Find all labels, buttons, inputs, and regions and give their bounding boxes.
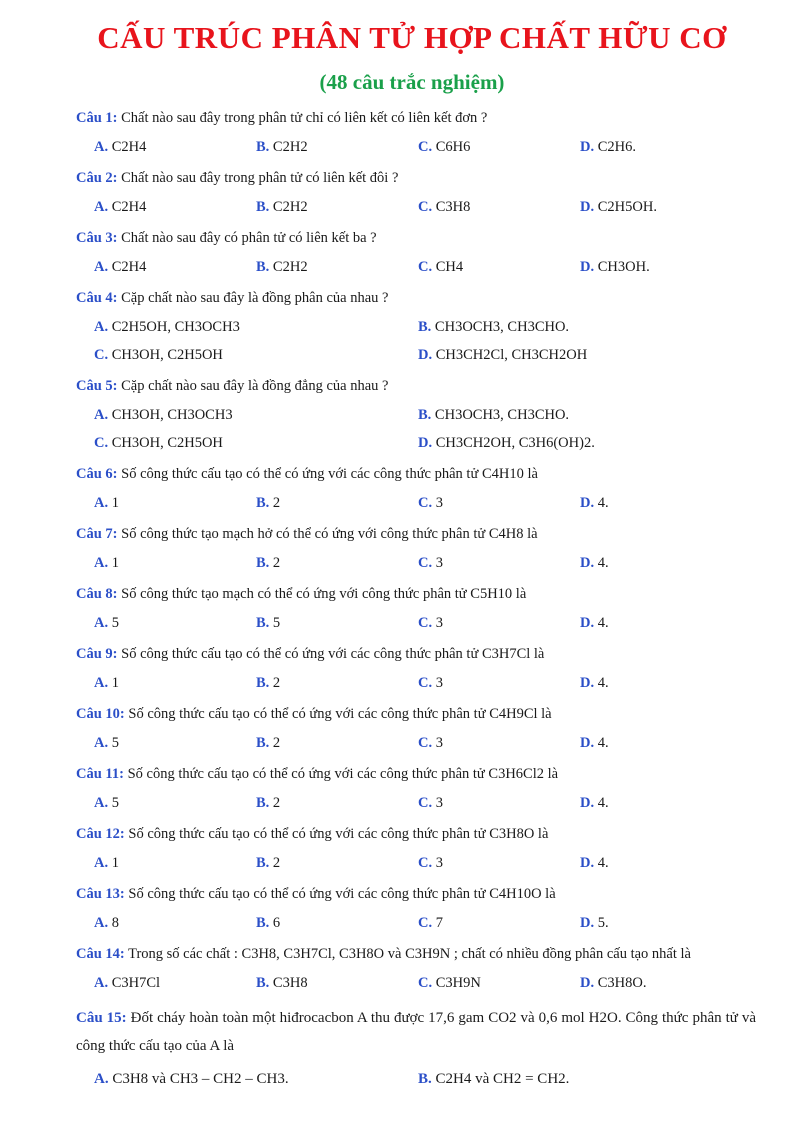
option-text: CH3CH2OH, C3H6(OH)2. <box>432 435 595 451</box>
option-letter: B. <box>256 495 270 511</box>
option-letter: A. <box>94 199 109 215</box>
answer-option-a[interactable] <box>94 853 256 873</box>
answer-option-b[interactable] <box>256 257 418 277</box>
answer-option-c[interactable] <box>94 345 418 365</box>
question-stem <box>76 584 756 604</box>
question-number: Câu 15: <box>76 1010 127 1026</box>
option-letter: D. <box>580 555 595 571</box>
question-number: Câu 2: <box>76 170 118 186</box>
option-text: CH3OCH3, CH3CHO. <box>431 319 570 335</box>
answer-option-a[interactable] <box>94 613 256 633</box>
option-letter: B. <box>418 319 432 335</box>
option-letter: A. <box>94 1071 109 1087</box>
answer-option-c[interactable] <box>418 553 580 573</box>
option-text: 4. <box>594 495 609 511</box>
option-text: C3H8 <box>269 975 308 991</box>
option-text: 5 <box>108 735 119 751</box>
question-stem <box>76 524 756 544</box>
answer-option-a[interactable] <box>94 317 418 337</box>
answer-option-b[interactable] <box>256 553 418 573</box>
option-text: C2H4 và CH2 = CH2. <box>431 1071 570 1087</box>
option-letter: D. <box>418 347 433 363</box>
question-9 <box>76 644 756 693</box>
question-stem <box>76 644 756 664</box>
answer-option-d[interactable] <box>580 553 740 573</box>
answer-option-b[interactable] <box>418 405 738 425</box>
option-text: 3 <box>432 495 443 511</box>
question-stem <box>76 168 756 188</box>
option-letter: C. <box>94 435 109 451</box>
option-text: 5 <box>269 615 281 631</box>
answer-options <box>94 913 756 933</box>
option-text: C6H6 <box>432 139 471 155</box>
answer-option-a[interactable] <box>94 973 256 993</box>
option-text: 5. <box>594 915 609 931</box>
option-letter: D. <box>580 855 595 871</box>
page-subtitle: (48 câu trắc nghiệm) <box>319 70 505 94</box>
answer-option-c[interactable] <box>418 137 580 157</box>
answer-option-a[interactable] <box>94 493 256 513</box>
option-text: 1 <box>108 855 119 871</box>
question-5 <box>76 376 756 453</box>
question-text: Cặp chất nào sau đây là đồng phân của nhau ? <box>117 290 389 306</box>
option-text: 4. <box>594 555 609 571</box>
option-letter: D. <box>580 915 595 931</box>
question-text: Cặp chất nào sau đây là đồng đẳng của nhau ? <box>117 378 389 394</box>
answer-option-c[interactable] <box>418 673 580 693</box>
option-letter: A. <box>94 975 109 991</box>
option-text: C3H8 <box>432 199 471 215</box>
option-letter: D. <box>580 199 595 215</box>
answer-option-d[interactable] <box>580 613 740 633</box>
answer-options <box>94 317 756 365</box>
answer-option-c[interactable] <box>418 913 580 933</box>
option-letter: C. <box>418 855 433 871</box>
option-letter: D. <box>418 435 433 451</box>
option-letter: A. <box>94 407 109 423</box>
question-6 <box>76 464 756 513</box>
question-text: Số công thức cấu tạo có thể có ứng với các công thức phân tử C3H8O là <box>124 826 549 842</box>
option-letter: B. <box>256 259 270 275</box>
answer-option-d[interactable] <box>580 257 740 277</box>
option-letter: A. <box>94 855 109 871</box>
option-letter: B. <box>256 795 270 811</box>
option-text: 3 <box>432 855 443 871</box>
option-text: 4. <box>594 735 609 751</box>
option-text: C2H2 <box>269 199 308 215</box>
question-12 <box>76 824 756 873</box>
answer-option-d[interactable] <box>580 793 740 813</box>
answer-options <box>94 793 756 813</box>
answer-options <box>94 257 756 277</box>
option-text: 3 <box>432 555 443 571</box>
option-letter: C. <box>418 199 433 215</box>
option-text: 2 <box>269 795 281 811</box>
question-number: Câu 3: <box>76 230 118 246</box>
option-text: 2 <box>269 675 281 691</box>
question-number: Câu 14: <box>76 946 125 962</box>
option-text: CH3OCH3, CH3CHO. <box>431 407 570 423</box>
answer-options <box>94 613 756 633</box>
option-text: C2H4 <box>108 199 147 215</box>
option-letter: A. <box>94 555 109 571</box>
option-text: CH3OH, CH3OCH3 <box>108 407 233 423</box>
option-text: C3H9N <box>432 975 481 991</box>
answer-option-b[interactable] <box>256 853 418 873</box>
question-text: Số công thức cấu tạo có thể có ứng với các công thức phân tử C3H6Cl2 là <box>123 766 559 782</box>
option-letter: D. <box>580 795 595 811</box>
option-text: C2H4 <box>108 139 147 155</box>
option-letter: A. <box>94 259 109 275</box>
option-letter: C. <box>418 675 433 691</box>
option-letter: B. <box>256 735 270 751</box>
option-text: C2H6. <box>594 139 637 155</box>
option-letter: A. <box>94 675 109 691</box>
question-7 <box>76 524 756 573</box>
option-text: 2 <box>269 495 281 511</box>
option-letter: C. <box>418 615 433 631</box>
option-text: 7 <box>432 915 443 931</box>
answer-option-b[interactable] <box>256 613 418 633</box>
option-text: CH4 <box>432 259 464 275</box>
option-letter: A. <box>94 615 109 631</box>
option-letter: B. <box>256 915 270 931</box>
question-text: Chất nào sau đây trong phân tử có liên kết đôi ? <box>117 170 399 186</box>
option-letter: B. <box>256 139 270 155</box>
answer-option-c[interactable] <box>94 433 418 453</box>
option-text: 2 <box>269 555 281 571</box>
question-text: Số công thức tạo mạch có thể có ứng với công thức phân tử C5H10 là <box>117 586 527 602</box>
question-number: Câu 11: <box>76 766 124 782</box>
option-letter: C. <box>418 975 433 991</box>
answer-option-d[interactable] <box>580 673 740 693</box>
question-stem <box>76 884 756 904</box>
question-14 <box>76 944 756 993</box>
option-text: C3H8O. <box>594 975 647 991</box>
answer-option-c[interactable] <box>418 257 580 277</box>
option-letter: C. <box>94 347 109 363</box>
answer-option-b[interactable] <box>256 793 418 813</box>
answer-option-c[interactable] <box>418 853 580 873</box>
question-11 <box>76 764 756 813</box>
page-title: CẤU TRÚC PHÂN TỬ HỢP CHẤT HỮU CƠ <box>97 20 727 55</box>
question-list <box>76 108 756 1089</box>
option-letter: D. <box>580 139 595 155</box>
option-text: CH3OH, C2H5OH <box>108 347 223 363</box>
option-letter: D. <box>580 615 595 631</box>
option-text: C2H2 <box>269 139 308 155</box>
option-text: C2H4 <box>108 259 147 275</box>
question-3 <box>76 228 756 277</box>
question-text: Số công thức tạo mạch hở có thể có ứng với công thức phân tử C4H8 là <box>117 526 538 542</box>
option-text: C3H8 và CH3 – CH2 – CH3. <box>108 1071 289 1087</box>
answer-option-b[interactable] <box>256 973 418 993</box>
question-stem <box>76 108 756 128</box>
option-letter: C. <box>418 139 433 155</box>
option-text: 5 <box>108 795 119 811</box>
option-letter: A. <box>94 795 109 811</box>
question-text: Số công thức cấu tạo có thể có ứng với các công thức phân tử C4H9Cl là <box>124 706 552 722</box>
answer-option-b[interactable] <box>256 673 418 693</box>
option-letter: B. <box>256 975 270 991</box>
answer-option-a[interactable] <box>94 733 256 753</box>
question-number: Câu 8: <box>76 586 118 602</box>
option-text: CH3CH2Cl, CH3CH2OH <box>432 347 588 363</box>
answer-option-b[interactable] <box>256 913 418 933</box>
answer-option-b[interactable] <box>256 493 418 513</box>
question-text: Số công thức cấu tạo có thể có ứng với các công thức phân tử C4H10 là <box>117 466 538 482</box>
answer-option-d[interactable] <box>580 137 740 157</box>
answer-option-d[interactable] <box>580 973 740 993</box>
answer-options <box>94 405 756 453</box>
answer-option-a[interactable] <box>94 137 256 157</box>
answer-option-d[interactable] <box>580 197 740 217</box>
question-number: Câu 9: <box>76 646 118 662</box>
question-8 <box>76 584 756 633</box>
option-text: 3 <box>432 735 443 751</box>
answer-option-a[interactable] <box>94 1069 418 1089</box>
option-text: 4. <box>594 855 609 871</box>
option-text: C2H5OH. <box>594 199 657 215</box>
question-stem <box>76 376 756 396</box>
option-letter: C. <box>418 495 433 511</box>
option-text: C2H2 <box>269 259 308 275</box>
option-letter: A. <box>94 495 109 511</box>
question-number: Câu 12: <box>76 826 125 842</box>
option-text: 4. <box>594 615 609 631</box>
option-letter: D. <box>580 735 595 751</box>
answer-options <box>94 673 756 693</box>
answer-options <box>94 1069 756 1089</box>
option-text: 8 <box>108 915 119 931</box>
option-text: 4. <box>594 675 609 691</box>
answer-option-c[interactable] <box>418 733 580 753</box>
option-letter: B. <box>256 199 270 215</box>
option-letter: B. <box>418 407 432 423</box>
option-letter: B. <box>256 855 270 871</box>
answer-option-d[interactable] <box>580 853 740 873</box>
question-stem <box>76 1004 756 1060</box>
option-letter: B. <box>418 1071 432 1087</box>
answer-options <box>94 197 756 217</box>
question-2 <box>76 168 756 217</box>
answer-option-a[interactable] <box>94 553 256 573</box>
answer-options <box>94 553 756 573</box>
question-stem <box>76 764 756 784</box>
option-text: C2H5OH, CH3OCH3 <box>108 319 240 335</box>
question-number: Câu 4: <box>76 290 118 306</box>
option-letter: D. <box>580 495 595 511</box>
answer-option-d[interactable] <box>418 345 738 365</box>
answer-option-c[interactable] <box>418 197 580 217</box>
answer-option-a[interactable] <box>94 405 418 425</box>
question-1 <box>76 108 756 157</box>
question-15 <box>76 1004 756 1089</box>
answer-option-c[interactable] <box>418 493 580 513</box>
option-text: 1 <box>108 675 119 691</box>
answer-option-d[interactable] <box>580 493 740 513</box>
option-letter: A. <box>94 139 109 155</box>
answer-options <box>94 733 756 753</box>
answer-option-a[interactable] <box>94 197 256 217</box>
answer-option-d[interactable] <box>580 733 740 753</box>
question-number: Câu 10: <box>76 706 125 722</box>
question-number: Câu 7: <box>76 526 118 542</box>
question-13 <box>76 884 756 933</box>
question-4 <box>76 288 756 365</box>
option-letter: B. <box>256 675 270 691</box>
answer-option-b[interactable] <box>256 137 418 157</box>
option-text: 4. <box>594 795 609 811</box>
question-text: Chất nào sau đây trong phân tử chỉ có liên kết có liên kết đơn ? <box>117 110 488 126</box>
answer-option-a[interactable] <box>94 793 256 813</box>
option-letter: C. <box>418 915 433 931</box>
option-text: 2 <box>269 735 281 751</box>
option-text: CH3OH, C2H5OH <box>108 435 223 451</box>
option-text: 3 <box>432 675 443 691</box>
question-number: Câu 13: <box>76 886 125 902</box>
option-text: 5 <box>108 615 119 631</box>
option-letter: B. <box>256 615 270 631</box>
question-text: Số công thức cấu tạo có thể có ứng với các công thức phân tử C4H10O là <box>124 886 556 902</box>
answer-option-d[interactable] <box>418 433 738 453</box>
option-letter: C. <box>418 259 433 275</box>
question-stem <box>76 464 756 484</box>
option-letter: C. <box>418 555 433 571</box>
question-stem <box>76 288 756 308</box>
option-letter: D. <box>580 675 595 691</box>
question-10 <box>76 704 756 753</box>
option-letter: A. <box>94 915 109 931</box>
answer-option-c[interactable] <box>418 793 580 813</box>
question-stem <box>76 944 756 964</box>
option-text: CH3OH. <box>594 259 650 275</box>
option-letter: D. <box>580 975 595 991</box>
answer-option-d[interactable] <box>580 913 740 933</box>
question-number: Câu 1: <box>76 110 118 126</box>
option-letter: A. <box>94 735 109 751</box>
answer-option-b[interactable] <box>418 317 738 337</box>
question-text: Số công thức cấu tạo có thể có ứng với các công thức phân tử C3H7Cl là <box>117 646 545 662</box>
option-letter: C. <box>418 735 433 751</box>
answer-options <box>94 853 756 873</box>
answer-option-b[interactable] <box>418 1069 738 1089</box>
option-letter: A. <box>94 319 109 335</box>
option-text: 2 <box>269 855 281 871</box>
question-stem <box>76 704 756 724</box>
answer-option-c[interactable] <box>418 973 580 993</box>
option-text: 3 <box>432 615 443 631</box>
question-stem <box>76 228 756 248</box>
option-text: 1 <box>108 555 119 571</box>
answer-options <box>94 137 756 157</box>
answer-option-a[interactable] <box>94 913 256 933</box>
question-text: Trong số các chất : C3H8, C3H7Cl, C3H8O và C3H9N ; chất có nhiều đồng phân cấu tạo nhất là <box>124 946 691 962</box>
answer-options <box>94 973 756 993</box>
option-text: 3 <box>432 795 443 811</box>
answer-options <box>94 493 756 513</box>
option-text: 6 <box>269 915 281 931</box>
option-letter: D. <box>580 259 595 275</box>
answer-option-a[interactable] <box>94 673 256 693</box>
question-number: Câu 5: <box>76 378 118 394</box>
option-letter: B. <box>256 555 270 571</box>
answer-option-b[interactable] <box>256 197 418 217</box>
question-stem <box>76 824 756 844</box>
option-letter: C. <box>418 795 433 811</box>
question-number: Câu 6: <box>76 466 118 482</box>
option-text: C3H7Cl <box>108 975 161 991</box>
answer-option-b[interactable] <box>256 733 418 753</box>
answer-option-c[interactable] <box>418 613 580 633</box>
answer-option-a[interactable] <box>94 257 256 277</box>
option-text: 1 <box>108 495 119 511</box>
question-text: Chất nào sau đây có phân tử có liên kết ba ? <box>117 230 377 246</box>
question-text: Đốt cháy hoàn toàn một hiđrocacbon A thu được 17,6 gam CO2 và 0,6 mol H2O. Công thức phân tử và công thức cấu tạo của A là <box>76 1010 756 1054</box>
